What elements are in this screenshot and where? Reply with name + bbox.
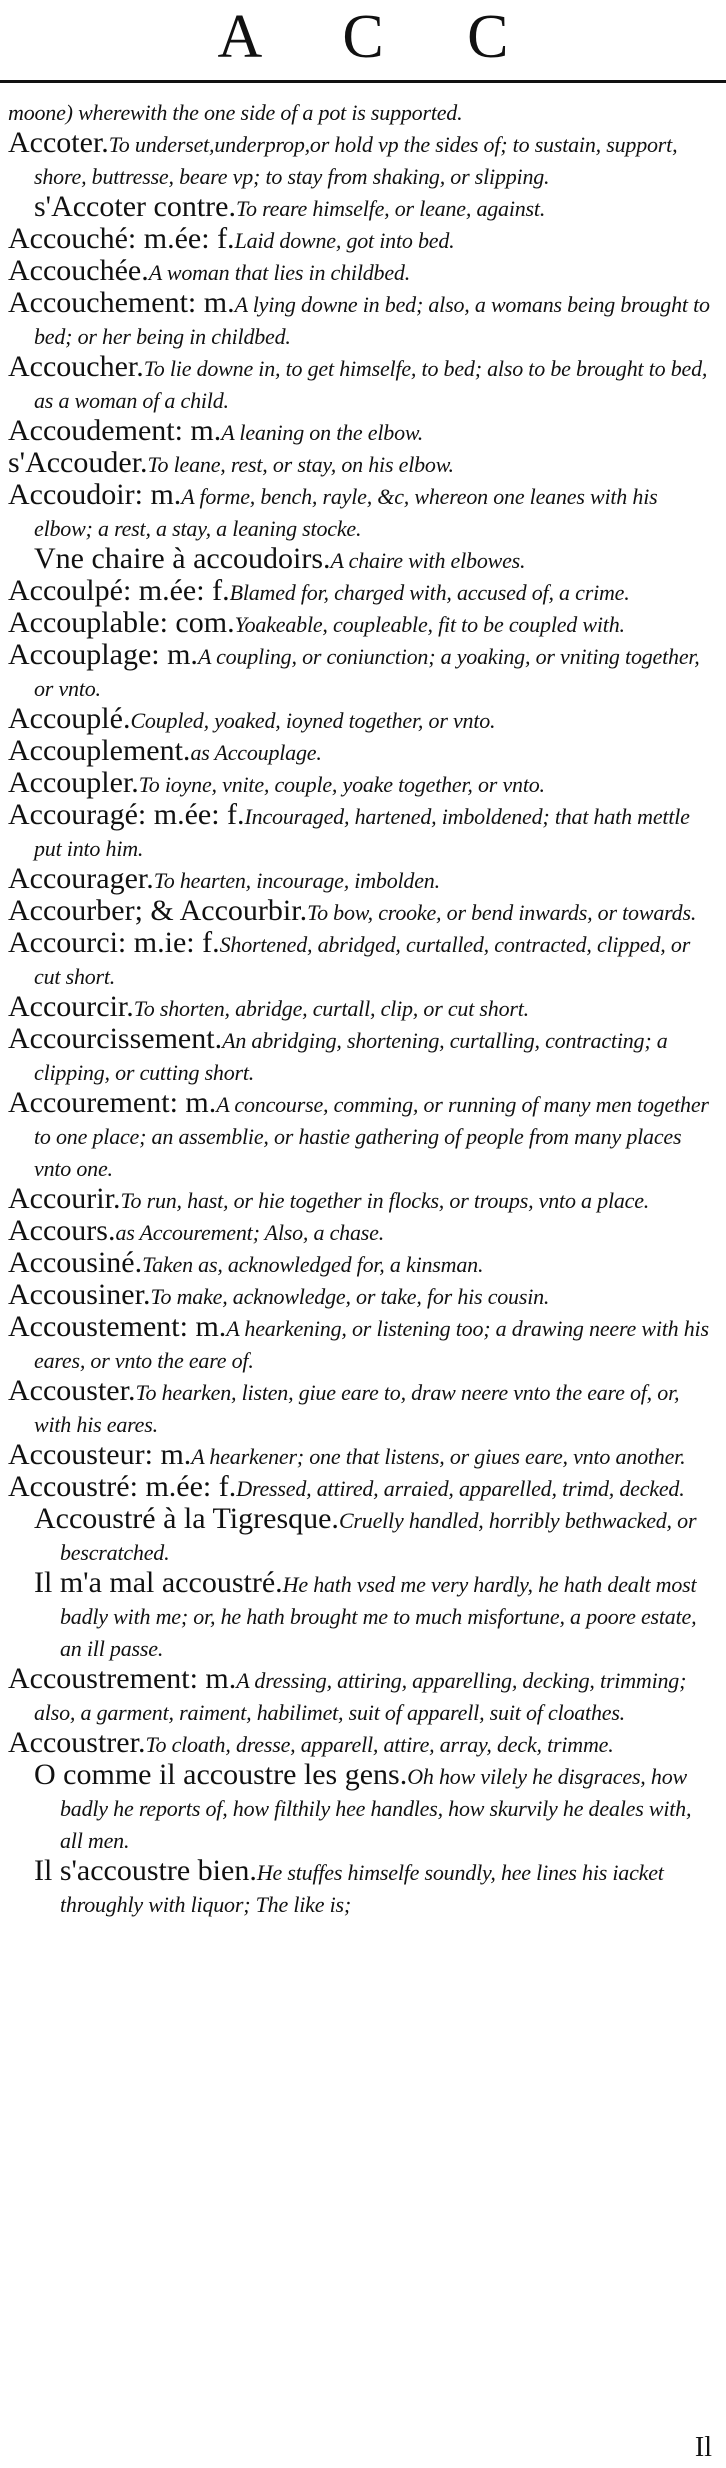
dictionary-entry — [8, 992, 714, 1024]
dictionary-entry — [8, 704, 714, 736]
entry-text — [8, 704, 714, 736]
dictionary-entry — [8, 800, 714, 864]
gloss: A forme, bench, rayle, &c, whereon one leanes with his elbow; a rest, a stay, a leaning stocke. — [34, 484, 658, 541]
dictionary-entry — [8, 576, 714, 608]
continued-entry — [8, 96, 714, 128]
dictionary-entry — [8, 480, 714, 544]
gloss: Blamed for, charged with, accused of, a crime. — [229, 580, 630, 605]
gloss: To ioyne, vnite, couple, yoake together, or vnto. — [138, 772, 545, 797]
entry-text — [8, 608, 714, 640]
entry-text — [8, 768, 714, 800]
entry-text — [8, 640, 714, 704]
headword: Accours. — [8, 1214, 116, 1247]
entry-text — [8, 864, 714, 896]
dictionary-entry — [8, 128, 714, 192]
entry-text — [8, 544, 714, 576]
entry-text — [8, 1440, 714, 1472]
entry-text — [8, 192, 714, 224]
page-header — [0, 0, 726, 90]
headword: Accoustré à la Tigresque. — [34, 1502, 339, 1535]
entry-text — [8, 1728, 714, 1760]
gloss: To bow, crooke, or bend inwards, or towards. — [307, 900, 697, 925]
gloss: Shortened, abridged, curtalled, contracted, clipped, or cut short. — [34, 932, 691, 989]
headword: Accoustement: m. — [8, 1310, 227, 1343]
gloss: To make, acknowledge, or take, for his cousin. — [150, 1284, 550, 1309]
entry-text — [8, 1280, 714, 1312]
headword: Accourcissement. — [8, 1022, 223, 1055]
gloss: A chaire with elbowes. — [330, 548, 526, 573]
entry-text — [8, 928, 714, 992]
headword: Accousiné. — [8, 1246, 143, 1279]
gloss: Yoakeable, coupleable, fit to be coupled with. — [234, 612, 625, 637]
headword: Accoudement: m. — [8, 414, 222, 447]
gloss: He hath vsed me very hardly, he hath dealt most badly with me; or, he hath brought me to much misfortune, a poore estate, an ill passe. — [60, 1572, 697, 1661]
headword: Accoustré: m.ée: f. — [8, 1470, 237, 1503]
dictionary-entry — [8, 768, 714, 800]
headword: Accourement: m. — [8, 1086, 217, 1119]
dictionary-entry — [8, 1472, 714, 1504]
dictionary-entry — [8, 1248, 714, 1280]
dictionary-entry — [8, 288, 714, 352]
headword: Accoupler. — [8, 766, 139, 799]
header-rule — [0, 80, 726, 83]
headword: Vne chaire à accoudoirs. — [34, 542, 331, 575]
dictionary-entry — [8, 640, 714, 704]
gloss: He stuffes himselfe soundly, hee lines his iacket throughly with liquor; The like is; — [60, 1860, 664, 1917]
headword: Accourir. — [8, 1182, 121, 1215]
gloss: Dressed, attired, arraied, apparelled, trimd, decked. — [236, 1476, 685, 1501]
headword: Accouplé. — [8, 702, 131, 735]
dictionary-entry — [8, 352, 714, 416]
gloss: Incouraged, hartened, imboldened; that hath mettle put into him. — [34, 804, 690, 861]
entry-text — [8, 1216, 714, 1248]
entry-text — [8, 576, 714, 608]
gloss: A hearkener; one that listens, or giues eare, vnto another. — [191, 1444, 686, 1469]
gloss: To lie downe in, to get himselfe, to bed; also to be brought to bed, as a woman of a child. — [34, 356, 708, 413]
dictionary-entry — [8, 1280, 714, 1312]
entry-text — [8, 96, 714, 128]
sub-entry — [8, 1760, 714, 1856]
headword: Accoulpé: m.ée: f. — [8, 574, 230, 607]
gloss: To reare himselfe, or leane, against. — [235, 196, 546, 221]
sub-entry — [8, 1568, 714, 1664]
headword: O comme il accoustre les gens. — [34, 1758, 408, 1791]
dictionary-entry — [8, 1440, 714, 1472]
dictionary-entry — [8, 1088, 714, 1184]
gloss: A lying downe in bed; also, a womans being brought to bed; or her being in childbed. — [34, 292, 710, 349]
dictionary-entry — [8, 224, 714, 256]
gloss: as Accouplage. — [190, 740, 322, 765]
gloss: To hearken, listen, giue eare to, draw neere vnto the eare of, or, with his eares. — [34, 1380, 680, 1437]
entry-text — [8, 800, 714, 864]
headword: s'Accouder. — [8, 446, 148, 479]
dictionary-entry — [8, 608, 714, 640]
entry-text — [8, 448, 714, 480]
entry-text — [8, 1088, 714, 1184]
dictionary-entry — [8, 416, 714, 448]
headword: Il m'a mal accoustré. — [34, 1566, 283, 1599]
dictionary-entry — [8, 1312, 714, 1376]
gloss: To shorten, abridge, curtall, clip, or cut short. — [133, 996, 529, 1021]
dictionary-entry — [8, 256, 714, 288]
catchword: Il — [694, 2432, 712, 2463]
sub-entry — [8, 1856, 714, 1920]
headword: Accoucher. — [8, 350, 144, 383]
headword: Accousteur: m. — [8, 1438, 192, 1471]
headword: Accouplable: com. — [8, 606, 235, 639]
entry-text — [8, 736, 714, 768]
gloss: moone) wherewith the one side of a pot is supported. — [8, 100, 463, 125]
headword: Accoustrement: m. — [8, 1662, 237, 1695]
gloss: as Accourement; Also, a chase. — [115, 1220, 385, 1245]
gloss: To underset,underprop,or hold vp the sides of; to sustain, support, shore, buttresse, beare vp; to stay from shaking, or slipping. — [34, 132, 678, 189]
gloss: A leaning on the elbow. — [221, 420, 424, 445]
dictionary-entry — [8, 1376, 714, 1440]
gloss: Taken as, acknowledged for, a kinsman. — [142, 1252, 484, 1277]
running-head: A C C — [217, 3, 543, 71]
headword: Accoter. — [8, 126, 109, 159]
entry-text — [8, 1504, 714, 1568]
entry-text — [8, 896, 714, 928]
entry-text — [8, 992, 714, 1024]
headword: Accouplage: m. — [8, 638, 198, 671]
dictionary-entry — [8, 736, 714, 768]
gloss: A woman that lies in childbed. — [148, 260, 410, 285]
gloss: Coupled, yoaked, ioyned together, or vnto. — [130, 708, 496, 733]
entry-text — [8, 1856, 714, 1920]
entry-text — [8, 1760, 714, 1856]
headword: Accouchement: m. — [8, 286, 235, 319]
headword: Accourager. — [8, 862, 154, 895]
entry-text — [8, 288, 714, 352]
entry-list — [8, 96, 714, 1920]
headword: Accouster. — [8, 1374, 136, 1407]
sub-entry — [8, 544, 714, 576]
headword: Accouragé: m.ée: f. — [8, 798, 245, 831]
dictionary-entry — [8, 1664, 714, 1728]
entry-text — [8, 416, 714, 448]
gloss: To cloath, dresse, apparell, attire, array, deck, trimme. — [145, 1732, 614, 1757]
dictionary-entry — [8, 864, 714, 896]
headword: Accouché: m.ée: f. — [8, 222, 235, 255]
gloss: Oh how vilely he disgraces, how badly he reports of, how filthily hee handles, how skurvily he deales with, all men. — [60, 1764, 692, 1853]
entry-text — [8, 1184, 714, 1216]
dictionary-entry — [8, 896, 714, 928]
entry-text — [8, 1248, 714, 1280]
entry-text — [8, 352, 714, 416]
gloss: A hearkening, or listening too; a drawing neere with his eares, or vnto the eare of. — [34, 1316, 709, 1373]
headword: Accouchée. — [8, 254, 149, 287]
gloss: An abridging, shortening, curtalling, contracting; a clipping, or cutting short. — [34, 1028, 668, 1085]
gloss: A dressing, attiring, apparelling, decking, trimming; also, a garment, raiment, habilimet, suit of apparell, suit of cloathes. — [34, 1668, 687, 1725]
entry-text — [8, 256, 714, 288]
gloss: A concourse, comming, or running of many men together to one place; an assemblie, or hastie gathering of people from many places vnto one. — [34, 1092, 709, 1181]
dictionary-entry — [8, 448, 714, 480]
gloss: Cruelly handled, horribly bethwacked, or bescratched. — [60, 1508, 697, 1565]
entry-text — [8, 1664, 714, 1728]
entry-text — [8, 480, 714, 544]
entry-text — [8, 1472, 714, 1504]
sub-entry — [8, 192, 714, 224]
entry-text — [8, 128, 714, 192]
sub-entry — [8, 1504, 714, 1568]
headword: Accoustrer. — [8, 1726, 146, 1759]
gloss: To hearten, incourage, imbolden. — [153, 868, 440, 893]
entry-text — [8, 1024, 714, 1088]
entry-text — [8, 1568, 714, 1664]
gloss: A coupling, or coniunction; a yoaking, or vniting together, or vnto. — [34, 644, 700, 701]
entry-text — [8, 1312, 714, 1376]
dictionary-entry — [8, 928, 714, 992]
headword: Accourci: m.ie: f. — [8, 926, 220, 959]
dictionary-entry — [8, 1024, 714, 1088]
headword: Accourber; & Accourbir. — [8, 894, 308, 927]
dictionary-entry — [8, 1216, 714, 1248]
gloss: To run, hast, or hie together in flocks, or troups, vnto a place. — [120, 1188, 650, 1213]
gloss: Laid downe, got into bed. — [234, 228, 455, 253]
dictionary-entry — [8, 1184, 714, 1216]
dictionary-entry — [8, 1728, 714, 1760]
entry-text — [8, 1376, 714, 1440]
headword: Accoudoir: m. — [8, 478, 182, 511]
entry-text — [8, 224, 714, 256]
gloss: To leane, rest, or stay, on his elbow. — [147, 452, 454, 477]
headword: Accourcir. — [8, 990, 134, 1023]
headword: Il s'accoustre bien. — [34, 1854, 257, 1887]
headword: Accousiner. — [8, 1278, 151, 1311]
headword: Accouplement. — [8, 734, 191, 767]
headword: s'Accoter contre. — [34, 190, 236, 223]
